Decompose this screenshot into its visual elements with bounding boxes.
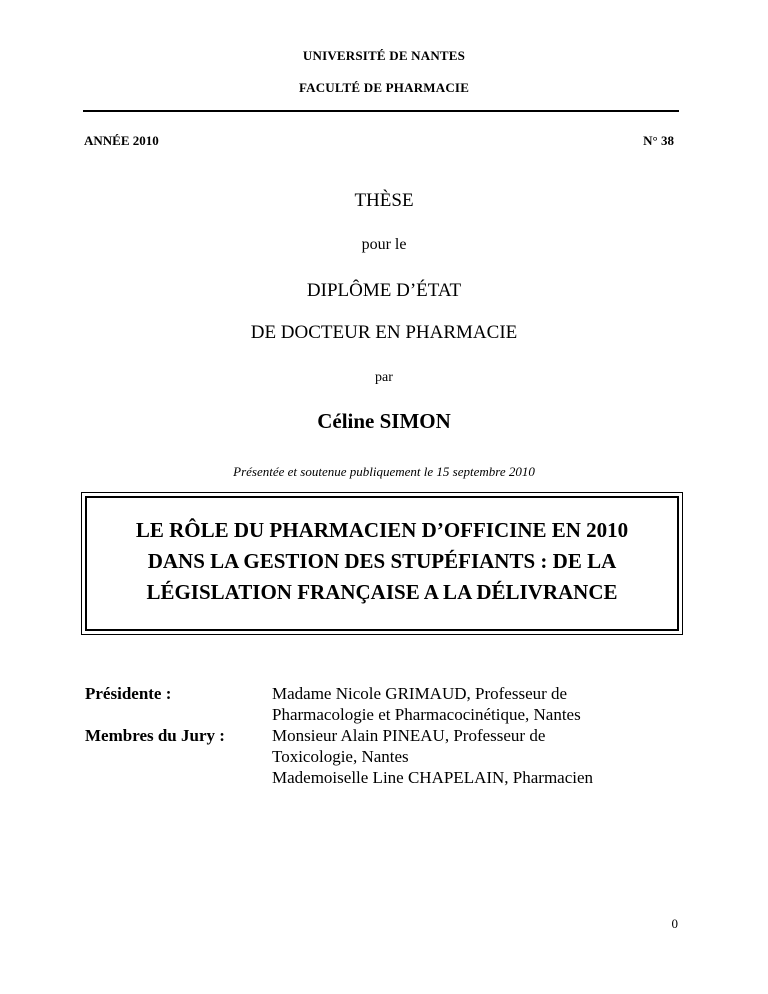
thesis-par: par bbox=[375, 370, 393, 385]
title-line: LE RÔLE DU PHARMACIEN D’OFFICINE EN 2010 bbox=[135, 518, 629, 542]
jury-list bbox=[272, 683, 593, 788]
author-name: Céline SIMON bbox=[317, 409, 451, 433]
title-box-inner bbox=[85, 496, 679, 631]
title-line: LÉGISLATION FRANÇAISE A LA DÉLIVRANCE bbox=[146, 580, 618, 604]
jury-line: Toxicologie, Nantes bbox=[272, 747, 409, 766]
header-rule bbox=[83, 110, 679, 112]
jury-line: Pharmacologie et Pharmacocinétique, Nantes bbox=[272, 705, 581, 724]
presentation-date: Présentée et soutenue publiquement le 15 septembre 2010 bbox=[233, 464, 535, 479]
jury-line: Mademoiselle Line CHAPELAIN, Pharmacien bbox=[272, 768, 594, 787]
jury-line: Madame Nicole GRIMAUD, Professeur de bbox=[272, 684, 568, 703]
title-line: DANS LA GESTION DES STUPÉFIANTS : DE LA bbox=[147, 549, 617, 573]
thesis-type: THÈSE bbox=[354, 190, 414, 211]
page-number: 0 bbox=[671, 916, 678, 931]
thesis-number: N° 38 bbox=[643, 133, 674, 148]
faculty-name: FACULTÉ DE PHARMACIE bbox=[298, 80, 470, 95]
doctor-title: DE DOCTEUR EN PHARMACIE bbox=[250, 322, 518, 343]
university-name: UNIVERSITÉ DE NANTES bbox=[302, 48, 466, 63]
jury-members-label: Membres du Jury : bbox=[85, 726, 225, 745]
title-box bbox=[81, 492, 683, 635]
thesis-pour: pour le bbox=[361, 236, 407, 253]
thesis-title bbox=[136, 515, 628, 608]
jury-line: Monsieur Alain PINEAU, Professeur de bbox=[272, 726, 546, 745]
year-label: ANNÉE 2010 bbox=[84, 133, 159, 148]
diploma-title: DIPLÔME D’ÉTAT bbox=[306, 280, 462, 301]
president-label: Présidente : bbox=[85, 684, 172, 703]
